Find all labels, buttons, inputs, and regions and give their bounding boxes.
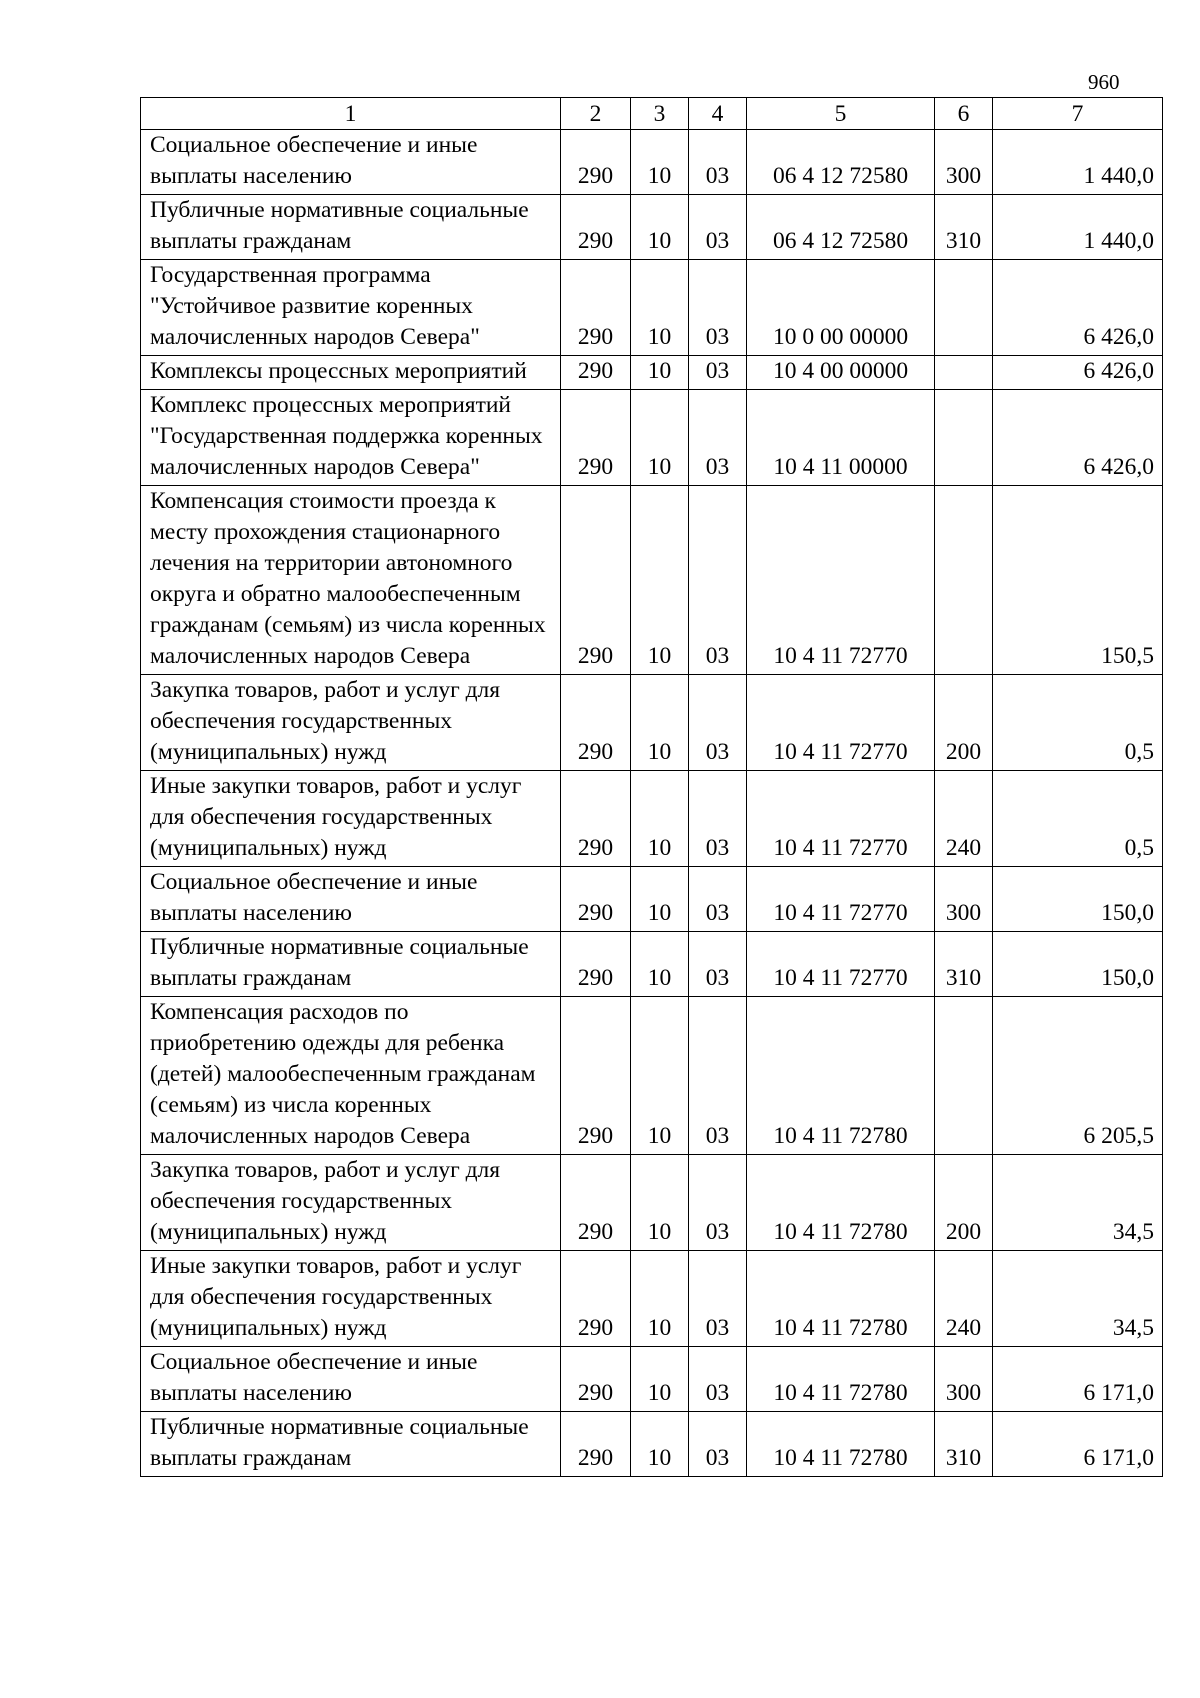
expense-name: Комплексы процессных мероприятий [141, 356, 561, 390]
table-row [141, 1251, 1163, 1347]
section-code: 10 [631, 356, 689, 390]
target-article-code: 10 4 11 72770 [747, 867, 935, 932]
subsection-code: 03 [689, 486, 747, 675]
expense-type-code [935, 356, 993, 390]
ministry-code: 290 [561, 1251, 631, 1347]
target-article-code: 06 4 12 72580 [747, 195, 935, 260]
expense-type-code: 310 [935, 1412, 993, 1477]
ministry-code: 290 [561, 1155, 631, 1251]
ministry-code: 290 [561, 260, 631, 356]
target-article-code: 10 4 11 72780 [747, 997, 935, 1155]
budget-table [140, 97, 1163, 1477]
section-code: 10 [631, 486, 689, 675]
column-header: 6 [935, 98, 993, 130]
section-code: 10 [631, 932, 689, 997]
amount: 6 171,0 [993, 1412, 1163, 1477]
section-code: 10 [631, 130, 689, 195]
amount: 34,5 [993, 1155, 1163, 1251]
expense-type-code: 240 [935, 1251, 993, 1347]
expense-name: Компенсация стоимости проезда к месту прохождения стационарного лечения на территории автономного округа и обратно малообеспеченным гражданам (семьям) из числа коренных малочисленных народов Севера [141, 486, 561, 675]
amount: 1 440,0 [993, 195, 1163, 260]
expense-type-code [935, 997, 993, 1155]
expense-type-code: 200 [935, 675, 993, 771]
expense-type-code: 300 [935, 130, 993, 195]
ministry-code: 290 [561, 675, 631, 771]
expense-name: Комплекс процессных мероприятий "Государственная поддержка коренных малочисленных народов Севера" [141, 390, 561, 486]
subsection-code: 03 [689, 771, 747, 867]
target-article-code: 06 4 12 72580 [747, 130, 935, 195]
section-code: 10 [631, 260, 689, 356]
ministry-code: 290 [561, 771, 631, 867]
expense-name: Социальное обеспечение и иные выплаты населению [141, 1347, 561, 1412]
table-row [141, 771, 1163, 867]
expense-name: Государственная программа "Устойчивое развитие коренных малочисленных народов Севера" [141, 260, 561, 356]
amount: 6 426,0 [993, 260, 1163, 356]
target-article-code: 10 4 11 72770 [747, 675, 935, 771]
expense-type-code: 310 [935, 932, 993, 997]
expense-name: Иные закупки товаров, работ и услуг для обеспечения государственных (муниципальных) нужд [141, 1251, 561, 1347]
ministry-code: 290 [561, 486, 631, 675]
target-article-code: 10 4 11 72780 [747, 1251, 935, 1347]
column-header: 5 [747, 98, 935, 130]
section-code: 10 [631, 675, 689, 771]
column-header: 3 [631, 98, 689, 130]
subsection-code: 03 [689, 195, 747, 260]
expense-name: Закупка товаров, работ и услуг для обеспечения государственных (муниципальных) нужд [141, 675, 561, 771]
column-header: 1 [141, 98, 561, 130]
subsection-code: 03 [689, 1412, 747, 1477]
amount: 6 171,0 [993, 1347, 1163, 1412]
expense-name: Публичные нормативные социальные выплаты гражданам [141, 1412, 561, 1477]
section-code: 10 [631, 390, 689, 486]
table-header-row [141, 98, 1163, 130]
expense-name: Публичные нормативные социальные выплаты гражданам [141, 932, 561, 997]
ministry-code: 290 [561, 130, 631, 195]
subsection-code: 03 [689, 1155, 747, 1251]
subsection-code: 03 [689, 390, 747, 486]
table-row [141, 1155, 1163, 1251]
section-code: 10 [631, 771, 689, 867]
table-row [141, 130, 1163, 195]
target-article-code: 10 4 11 72770 [747, 771, 935, 867]
amount: 6 205,5 [993, 997, 1163, 1155]
amount: 6 426,0 [993, 356, 1163, 390]
ministry-code: 290 [561, 867, 631, 932]
target-article-code: 10 4 11 72770 [747, 932, 935, 997]
target-article-code: 10 4 11 72780 [747, 1155, 935, 1251]
expense-type-code: 300 [935, 867, 993, 932]
target-article-code: 10 0 00 00000 [747, 260, 935, 356]
ministry-code: 290 [561, 195, 631, 260]
target-article-code: 10 4 00 00000 [747, 356, 935, 390]
expense-name: Компенсация расходов по приобретению одежды для ребенка (детей) малообеспеченным гражданам (семьям) из числа коренных малочисленных народов Севера [141, 997, 561, 1155]
subsection-code: 03 [689, 130, 747, 195]
table-row [141, 1347, 1163, 1412]
expense-type-code: 300 [935, 1347, 993, 1412]
subsection-code: 03 [689, 260, 747, 356]
expense-type-code [935, 390, 993, 486]
target-article-code: 10 4 11 00000 [747, 390, 935, 486]
subsection-code: 03 [689, 932, 747, 997]
subsection-code: 03 [689, 1347, 747, 1412]
table-row [141, 1412, 1163, 1477]
expense-name: Социальное обеспечение и иные выплаты населению [141, 867, 561, 932]
ministry-code: 290 [561, 356, 631, 390]
table-row [141, 390, 1163, 486]
target-article-code: 10 4 11 72780 [747, 1412, 935, 1477]
expense-name: Публичные нормативные социальные выплаты гражданам [141, 195, 561, 260]
expense-type-code: 200 [935, 1155, 993, 1251]
amount: 150,5 [993, 486, 1163, 675]
ministry-code: 290 [561, 390, 631, 486]
subsection-code: 03 [689, 1251, 747, 1347]
amount: 1 440,0 [993, 130, 1163, 195]
expense-name: Закупка товаров, работ и услуг для обеспечения государственных (муниципальных) нужд [141, 1155, 561, 1251]
subsection-code: 03 [689, 867, 747, 932]
subsection-code: 03 [689, 356, 747, 390]
section-code: 10 [631, 195, 689, 260]
ministry-code: 290 [561, 1347, 631, 1412]
section-code: 10 [631, 997, 689, 1155]
ministry-code: 290 [561, 997, 631, 1155]
ministry-code: 290 [561, 932, 631, 997]
column-header: 2 [561, 98, 631, 130]
table-row [141, 356, 1163, 390]
table-row [141, 260, 1163, 356]
subsection-code: 03 [689, 675, 747, 771]
column-header: 4 [689, 98, 747, 130]
amount: 0,5 [993, 771, 1163, 867]
section-code: 10 [631, 867, 689, 932]
expense-type-code: 310 [935, 195, 993, 260]
section-code: 10 [631, 1347, 689, 1412]
table-row [141, 486, 1163, 675]
target-article-code: 10 4 11 72770 [747, 486, 935, 675]
column-header: 7 [993, 98, 1163, 130]
table-row [141, 675, 1163, 771]
expense-name: Социальное обеспечение и иные выплаты населению [141, 130, 561, 195]
section-code: 10 [631, 1251, 689, 1347]
amount: 0,5 [993, 675, 1163, 771]
expense-type-code: 240 [935, 771, 993, 867]
section-code: 10 [631, 1412, 689, 1477]
page-number: 960 [1088, 70, 1120, 94]
amount: 150,0 [993, 867, 1163, 932]
subsection-code: 03 [689, 997, 747, 1155]
table-row [141, 195, 1163, 260]
expense-name: Иные закупки товаров, работ и услуг для обеспечения государственных (муниципальных) нужд [141, 771, 561, 867]
amount: 6 426,0 [993, 390, 1163, 486]
amount: 34,5 [993, 1251, 1163, 1347]
table-row [141, 997, 1163, 1155]
expense-type-code [935, 486, 993, 675]
expense-type-code [935, 260, 993, 356]
table-row [141, 867, 1163, 932]
amount: 150,0 [993, 932, 1163, 997]
target-article-code: 10 4 11 72780 [747, 1347, 935, 1412]
ministry-code: 290 [561, 1412, 631, 1477]
table-row [141, 932, 1163, 997]
section-code: 10 [631, 1155, 689, 1251]
